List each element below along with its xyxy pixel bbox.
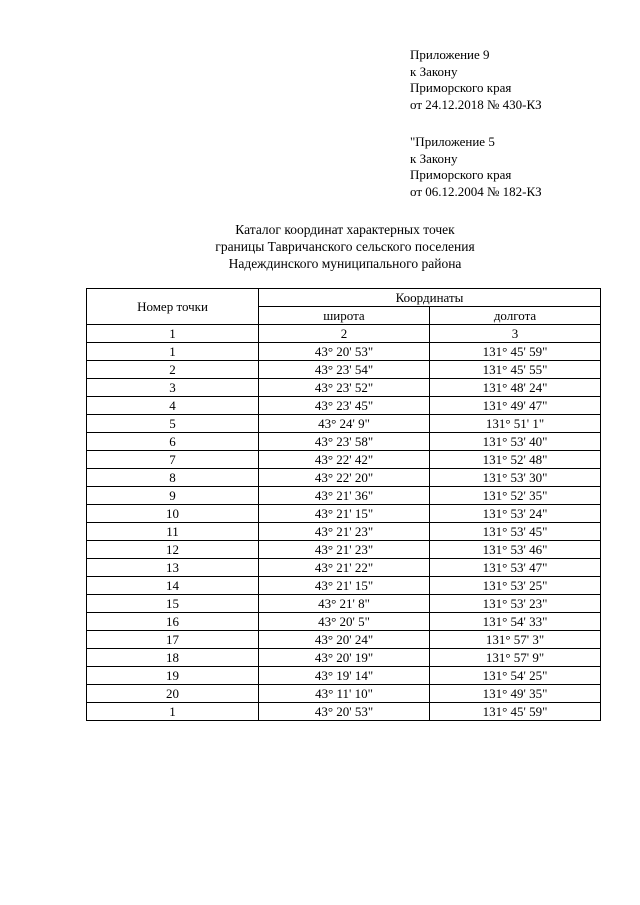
longitude-cell: 131° 57' 9" — [430, 649, 601, 667]
table-row — [87, 397, 601, 415]
latitude-cell: 43° 21' 36" — [259, 487, 430, 505]
longitude-cell: 131° 45' 59" — [430, 703, 601, 721]
table-row — [87, 685, 601, 703]
appendix-law-date: от 24.12.2018 № 430-КЗ — [410, 96, 542, 112]
latitude-cell: 43° 20' 53" — [259, 703, 430, 721]
table-row — [87, 487, 601, 505]
column-number: 1 — [87, 325, 259, 343]
coordinates-table — [86, 288, 601, 721]
longitude-cell: 131° 54' 33" — [430, 613, 601, 631]
longitude-cell: 131° 51' 1" — [430, 415, 601, 433]
longitude-cell: 131° 53' 45" — [430, 523, 601, 541]
appendix-region: Приморского края — [410, 167, 512, 182]
longitude-cell: 131° 45' 59" — [430, 343, 601, 361]
point-number-cell: 5 — [87, 415, 259, 433]
latitude-cell: 43° 21' 15" — [259, 577, 430, 595]
latitude-cell: 43° 20' 53" — [259, 343, 430, 361]
title-line-1: Каталог координат характерных точек — [235, 222, 455, 237]
longitude-cell: 131° 52' 48" — [430, 451, 601, 469]
table-row — [87, 343, 601, 361]
table-row — [87, 361, 601, 379]
latitude-cell: 43° 24' 9" — [259, 415, 430, 433]
point-number-cell: 10 — [87, 505, 259, 523]
appendix-number: "Приложение 5 — [410, 134, 495, 149]
table-row — [87, 613, 601, 631]
point-number-cell: 2 — [87, 361, 259, 379]
point-number-cell: 3 — [87, 379, 259, 397]
latitude-cell: 43° 21' 23" — [259, 523, 430, 541]
longitude-cell: 131° 53' 46" — [430, 541, 601, 559]
appendix-law-ref: к Закону — [410, 150, 458, 166]
point-number-cell: 16 — [87, 613, 259, 631]
table-row — [87, 451, 601, 469]
header-point-number: Номер точки — [87, 289, 259, 325]
point-number-cell: 6 — [87, 433, 259, 451]
latitude-cell: 43° 21' 23" — [259, 541, 430, 559]
table-header-row — [87, 289, 601, 307]
latitude-cell: 43° 23' 52" — [259, 379, 430, 397]
table-row — [87, 577, 601, 595]
column-number: 2 — [259, 325, 430, 343]
document-title — [0, 221, 640, 272]
longitude-cell: 131° 53' 23" — [430, 595, 601, 613]
point-number-cell: 18 — [87, 649, 259, 667]
longitude-cell: 131° 53' 24" — [430, 505, 601, 523]
header-latitude: широта — [259, 307, 430, 325]
latitude-cell: 43° 22' 42" — [259, 451, 430, 469]
table-body — [87, 343, 601, 721]
longitude-cell: 131° 49' 47" — [430, 397, 601, 415]
appendix-law-ref: к Закону — [410, 63, 458, 79]
title-line-3: Надеждинского муниципального района — [228, 256, 462, 271]
appendix-law-date: от 06.12.2004 № 182-КЗ — [410, 183, 542, 199]
table-row — [87, 505, 601, 523]
point-number-cell: 19 — [87, 667, 259, 685]
appendix-number: Приложение 9 — [410, 47, 490, 62]
point-number-cell: 4 — [87, 397, 259, 415]
latitude-cell: 43° 21' 15" — [259, 505, 430, 523]
appendix-header-original — [410, 134, 630, 200]
point-number-cell: 11 — [87, 523, 259, 541]
longitude-cell: 131° 48' 24" — [430, 379, 601, 397]
table-row — [87, 379, 601, 397]
latitude-cell: 43° 19' 14" — [259, 667, 430, 685]
table-row — [87, 631, 601, 649]
table-row — [87, 415, 601, 433]
latitude-cell: 43° 20' 19" — [259, 649, 430, 667]
longitude-cell: 131° 53' 25" — [430, 577, 601, 595]
table-column-number-row — [87, 325, 601, 343]
longitude-cell: 131° 45' 55" — [430, 361, 601, 379]
point-number-cell: 14 — [87, 577, 259, 595]
latitude-cell: 43° 23' 54" — [259, 361, 430, 379]
latitude-cell: 43° 11' 10" — [259, 685, 430, 703]
point-number-cell: 8 — [87, 469, 259, 487]
longitude-cell: 131° 53' 30" — [430, 469, 601, 487]
point-number-cell: 20 — [87, 685, 259, 703]
table-row — [87, 469, 601, 487]
header-coordinates: Координаты — [259, 289, 601, 307]
title-line-2: границы Тавричанского сельского поселения — [215, 239, 475, 254]
longitude-cell: 131° 53' 47" — [430, 559, 601, 577]
table-row — [87, 559, 601, 577]
table-row — [87, 541, 601, 559]
longitude-cell: 131° 52' 35" — [430, 487, 601, 505]
table-row — [87, 595, 601, 613]
column-number: 3 — [430, 325, 601, 343]
point-number-cell: 1 — [87, 703, 259, 721]
longitude-cell: 131° 49' 35" — [430, 685, 601, 703]
latitude-cell: 43° 20' 24" — [259, 631, 430, 649]
latitude-cell: 43° 23' 45" — [259, 397, 430, 415]
table-row — [87, 523, 601, 541]
longitude-cell: 131° 57' 3" — [430, 631, 601, 649]
appendix-region: Приморского края — [410, 80, 512, 95]
table-row — [87, 703, 601, 721]
point-number-cell: 13 — [87, 559, 259, 577]
point-number-cell: 7 — [87, 451, 259, 469]
point-number-cell: 15 — [87, 595, 259, 613]
longitude-cell: 131° 53' 40" — [430, 433, 601, 451]
latitude-cell: 43° 20' 5" — [259, 613, 430, 631]
appendix-header-current — [410, 47, 630, 113]
point-number-cell: 9 — [87, 487, 259, 505]
point-number-cell: 17 — [87, 631, 259, 649]
latitude-cell: 43° 23' 58" — [259, 433, 430, 451]
longitude-cell: 131° 54' 25" — [430, 667, 601, 685]
header-longitude: долгота — [430, 307, 601, 325]
point-number-cell: 1 — [87, 343, 259, 361]
table-row — [87, 649, 601, 667]
latitude-cell: 43° 21' 8" — [259, 595, 430, 613]
table-row — [87, 667, 601, 685]
latitude-cell: 43° 22' 20" — [259, 469, 430, 487]
latitude-cell: 43° 21' 22" — [259, 559, 430, 577]
point-number-cell: 12 — [87, 541, 259, 559]
table-row — [87, 433, 601, 451]
